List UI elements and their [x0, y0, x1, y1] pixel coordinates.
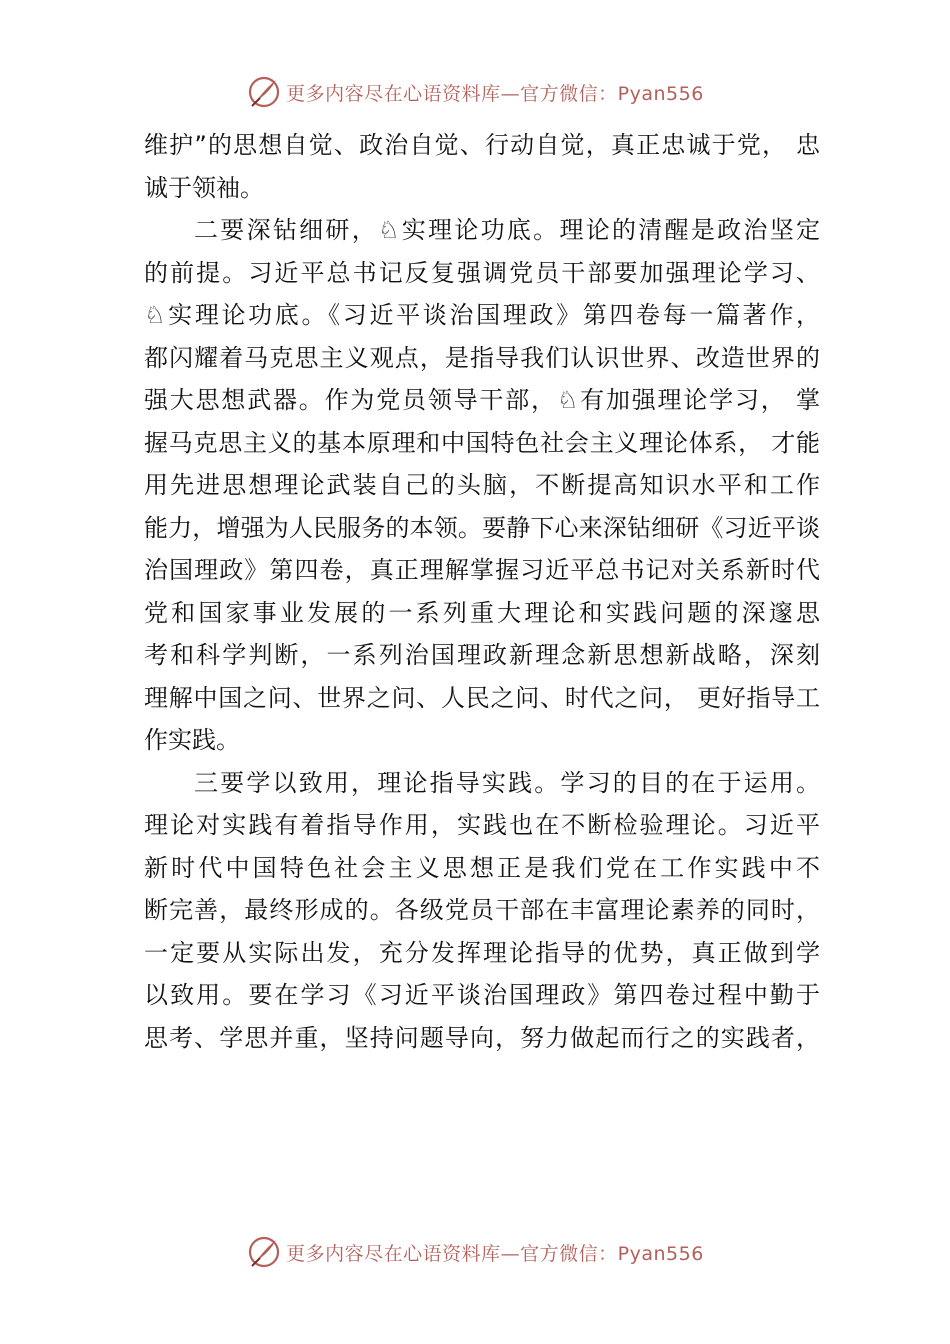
text-line: 思考、学思并重，坚持问题导向，努力做起而行之的实践者，	[144, 1023, 820, 1052]
text-line: 新时代中国特色社会主义思想正是我们党在工作实践中不	[144, 853, 820, 882]
text-line: 考和科学判断，一系列治国理政新理念新思想新战略，深刻	[144, 641, 820, 669]
text-line: 维护”的思想自觉、政治自觉、行动自觉，真正忠诚于党， 忠	[144, 131, 820, 159]
header-wechat-id: Pyan556	[617, 82, 704, 105]
header-banner	[0, 72, 950, 112]
document-body	[144, 124, 820, 1059]
text-line: 理论对实践有着指导作用，实践也在不断检验理论。习近平	[144, 811, 820, 839]
text-line: 强大思想武器。作为党员领导干部，♘有加强理论学习， 掌	[144, 386, 820, 414]
text-line: 都闪耀着马克思主义观点，是指导我们认识世界、改造世界的	[144, 343, 820, 372]
text-line: 治国理政》第四卷，真正理解掌握习近平总书记对关系新时代	[144, 556, 820, 584]
footer-wechat-id: Pyan556	[617, 1242, 704, 1265]
footer-banner	[0, 1232, 950, 1272]
footer-banner-text: 更多内容尽在心语资料库—官方微信：Pyan556	[286, 1242, 704, 1265]
text-line: 握马克思主义的基本原理和中国特色社会主义理论体系， 才能	[144, 428, 820, 457]
text-line: 断完善，最终形成的。各级党员干部在丰富理论素养的同时，	[144, 896, 820, 924]
text-line: ♘实理论功底。《习近平谈治国理政》第四卷每一篇著作，	[144, 301, 820, 329]
header-banner-text: 更多内容尽在心语资料库—官方微信：Pyan556	[286, 82, 704, 105]
paragraph-3-line: 三要学以致用，理论指导实践。学习的目的在于运用。	[194, 768, 820, 797]
text-line: 党和国家事业发展的一系列重大理论和实践问题的深邃思	[144, 598, 820, 627]
text-line: 一定要从实际出发，充分发挥理论指导的优势，真正做到学	[144, 938, 820, 967]
text-line: 诚于领袖。	[144, 173, 264, 202]
text-line: 理解中国之问、世界之问、人民之问、时代之问， 更好指导工	[144, 683, 820, 712]
text-line: 用先进思想理论武装自己的头脑，不断提高知识水平和工作	[144, 471, 820, 499]
feather-quill-logo-icon	[246, 1234, 282, 1270]
text-line: 以致用。要在学习《习近平谈治国理政》第四卷过程中勤于	[144, 981, 820, 1009]
text-line: 能力，增强为人民服务的本领。要静下心来深钻细研《习近平谈	[144, 513, 820, 542]
text-line: 的前提。习近平总书记反复强调党员干部要加强理论学习、	[144, 258, 820, 287]
text-line: 作实践。	[144, 726, 240, 754]
paragraph-2-line: 二要深钻细研，♘实理论功底。理论的清醒是政治坚定	[194, 216, 820, 244]
feather-quill-logo-icon	[246, 74, 282, 110]
